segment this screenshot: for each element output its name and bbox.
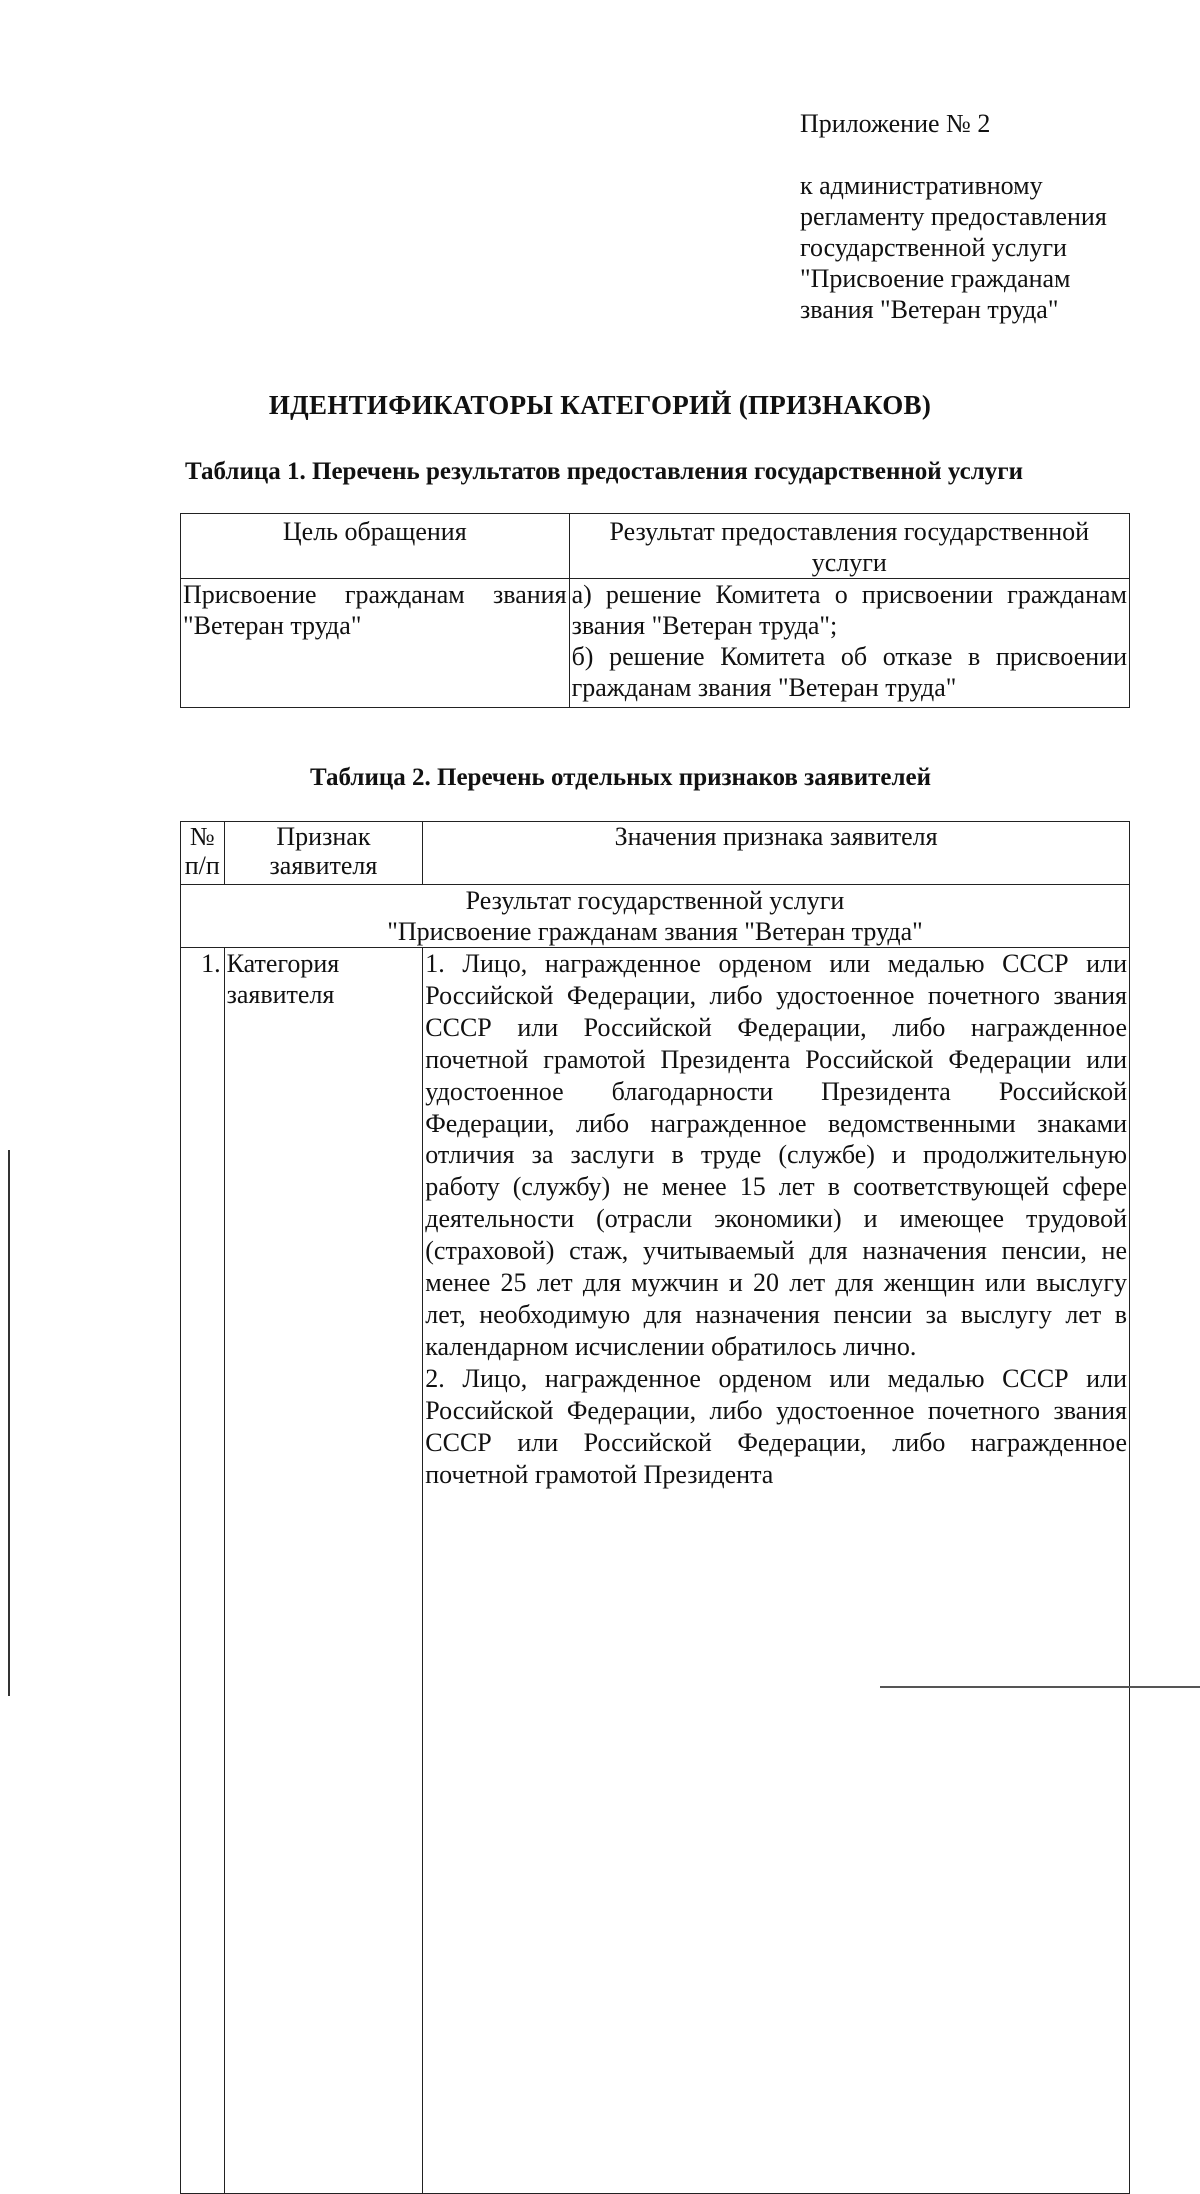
value-item: 1. Лицо, награжденное орденом или медалью СССР или Российской Федерации, либо удостоенное почетного звания СССР или Российской Федерации, либо награжденное почетной грамотой Президента Российской Федерации или удостоенное благодарности Президента Российской Федерации, либо награжденное ведомственными знаками отличия за заслуги в труде (службе) и продолжительную работу (службу) не менее 15 лет в соответствующей сфере деятельности (отрасли экономики) и имеющее трудовой (страховой) стаж, учитываемый для назначения пенсии, не менее 25 лет для мужчин и 20 лет для женщин или выслугу лет, необходимую для назначения пенсии за выслугу лет в календарном исчислении обратилось лично. <box>425 949 1127 1361</box>
result-b: б) решение Комитета об отказе в присвоении гражданам звания "Ветеран труда" <box>571 642 1127 702</box>
cell-result <box>569 579 1129 708</box>
section-row <box>181 885 1130 948</box>
row-number: 1. <box>181 948 225 2194</box>
header-result: Результат предоставления государственной услуги <box>569 514 1129 579</box>
table-row <box>181 948 1130 2194</box>
appendix-line: регламенту предоставления <box>800 202 1107 231</box>
appendix-line: к административному <box>800 171 1043 200</box>
header-feature: Признак заявителя <box>224 822 423 885</box>
section-line: Результат государственной услуги <box>465 886 845 915</box>
section-cell <box>181 885 1130 948</box>
value-item: 2. Лицо, награжденное орденом или медалью СССР или Российской Федерации, либо удостоенное почетного звания СССР или Российской Федерации, либо награжденное почетной грамотой Президента <box>425 1363 1127 1489</box>
appendix-block <box>800 108 1160 325</box>
appendix-line: "Присвоение гражданам <box>800 264 1071 293</box>
table-header-row <box>181 514 1130 579</box>
table1-title: Таблица 1. Перечень результатов предоставления государственной услуги <box>185 458 1024 485</box>
table-header-row <box>181 822 1130 885</box>
row-feature: Категория заявителя <box>224 948 423 2194</box>
scan-edge-line <box>8 1150 10 1696</box>
appendix-line: государственной услуги <box>800 233 1067 262</box>
results-table <box>180 513 1130 708</box>
section-line: "Присвоение гражданам звания "Ветеран труда" <box>387 917 923 946</box>
header-purpose: Цель обращения <box>181 514 570 579</box>
table-row <box>181 579 1130 708</box>
applicant-features-table <box>180 821 1130 2194</box>
scan-edge-line <box>880 1686 1200 1688</box>
cell-purpose: Присвоение гражданам звания "Ветеран труда" <box>181 579 570 708</box>
row-values <box>423 948 1130 2194</box>
table2-title: Таблица 2. Перечень отдельных признаков заявителей <box>310 764 932 791</box>
result-a: а) решение Комитета о присвоении гражданам звания "Ветеран труда"; <box>571 580 1127 640</box>
header-values: Значения признака заявителя <box>423 822 1130 885</box>
appendix-number: Приложение № 2 <box>800 109 991 138</box>
header-number: № п/п <box>181 822 225 885</box>
appendix-line: звания "Ветеран труда" <box>800 295 1059 324</box>
page-title: ИДЕНТИФИКАТОРЫ КАТЕГОРИЙ (ПРИЗНАКОВ) <box>268 390 932 420</box>
